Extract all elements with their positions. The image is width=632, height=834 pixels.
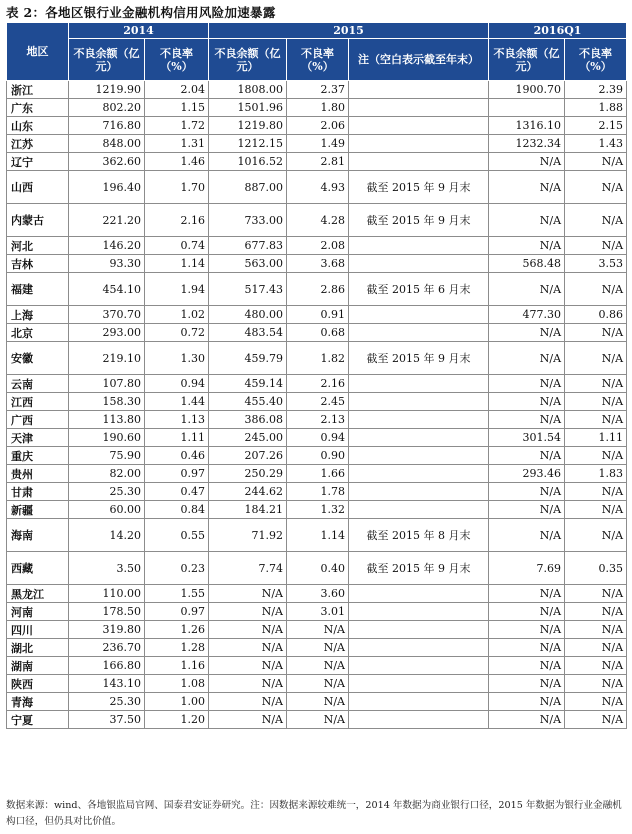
cell-npl-ratio-2014: 1.70 — [145, 171, 209, 204]
cell-npl-ratio-2016q1: N/A — [565, 693, 627, 711]
cell-npl-ratio-2016q1: N/A — [565, 237, 627, 255]
cell-region: 上海 — [7, 306, 69, 324]
table-row — [7, 621, 627, 639]
cell-npl-amount-2016q1: 568.48 — [489, 255, 565, 273]
cell-note: 截至 2015 年 9 月末 — [349, 552, 489, 585]
header-year-2014: 2014 — [69, 23, 209, 39]
cell-npl-ratio-2016q1: N/A — [565, 171, 627, 204]
cell-npl-amount-2015: N/A — [209, 657, 287, 675]
cell-npl-ratio-2014: 0.84 — [145, 501, 209, 519]
cell-npl-amount-2014: 113.80 — [69, 411, 145, 429]
cell-npl-amount-2015: 517.43 — [209, 273, 287, 306]
cell-note — [349, 429, 489, 447]
cell-npl-ratio-2015: 0.68 — [287, 324, 349, 342]
cell-note: 截至 2015 年 9 月末 — [349, 342, 489, 375]
header-npl-ratio-2016q1: 不良率（%） — [565, 39, 627, 81]
table-row — [7, 393, 627, 411]
cell-npl-amount-2014: 146.20 — [69, 237, 145, 255]
cell-note — [349, 711, 489, 729]
cell-npl-ratio-2016q1: N/A — [565, 375, 627, 393]
header-note: 注（空白表示截至年末） — [349, 39, 489, 81]
table-row — [7, 465, 627, 483]
cell-note — [349, 465, 489, 483]
header-npl-amount-2014: 不良余额（亿元） — [69, 39, 145, 81]
cell-npl-ratio-2014: 1.28 — [145, 639, 209, 657]
cell-npl-amount-2015: N/A — [209, 711, 287, 729]
table-row — [7, 675, 627, 693]
cell-npl-ratio-2015: 3.60 — [287, 585, 349, 603]
source-note: 数据来源：wind、各地银监局官网、国泰君安证券研究。注：因数据来源较难统一，2014 年数据为商业银行口径，2015 年数据为银行业金融机构口径，但仍具对比价值。 — [6, 800, 622, 827]
cell-npl-amount-2016q1: 477.30 — [489, 306, 565, 324]
cell-npl-amount-2014: 166.80 — [69, 657, 145, 675]
cell-npl-amount-2016q1: N/A — [489, 204, 565, 237]
cell-note — [349, 237, 489, 255]
cell-npl-amount-2015: 677.83 — [209, 237, 287, 255]
table-row — [7, 639, 627, 657]
table-row — [7, 483, 627, 501]
cell-npl-amount-2015: 459.79 — [209, 342, 287, 375]
cell-npl-amount-2014: 802.20 — [69, 99, 145, 117]
cell-npl-ratio-2015: N/A — [287, 711, 349, 729]
cell-npl-ratio-2014: 1.14 — [145, 255, 209, 273]
cell-npl-amount-2015: N/A — [209, 639, 287, 657]
cell-npl-amount-2014: 716.80 — [69, 117, 145, 135]
cell-npl-ratio-2016q1: N/A — [565, 603, 627, 621]
table-row — [7, 657, 627, 675]
cell-npl-amount-2015: 245.00 — [209, 429, 287, 447]
cell-npl-amount-2014: 190.60 — [69, 429, 145, 447]
cell-npl-ratio-2016q1: 3.53 — [565, 255, 627, 273]
cell-npl-amount-2014: 221.20 — [69, 204, 145, 237]
cell-npl-ratio-2016q1: N/A — [565, 204, 627, 237]
cell-note — [349, 675, 489, 693]
cell-note — [349, 657, 489, 675]
cell-npl-amount-2014: 25.30 — [69, 693, 145, 711]
cell-npl-amount-2016q1: N/A — [489, 411, 565, 429]
cell-npl-ratio-2014: 0.97 — [145, 603, 209, 621]
cell-npl-amount-2016q1: N/A — [489, 657, 565, 675]
cell-npl-amount-2015: N/A — [209, 585, 287, 603]
cell-npl-ratio-2016q1: N/A — [565, 342, 627, 375]
cell-npl-ratio-2014: 0.47 — [145, 483, 209, 501]
cell-npl-amount-2015: 1501.96 — [209, 99, 287, 117]
cell-npl-amount-2014: 25.30 — [69, 483, 145, 501]
header-region: 地区 — [7, 23, 69, 81]
cell-npl-ratio-2015: 0.91 — [287, 306, 349, 324]
cell-region: 内蒙古 — [7, 204, 69, 237]
cell-npl-amount-2015: 207.26 — [209, 447, 287, 465]
cell-npl-ratio-2014: 1.20 — [145, 711, 209, 729]
cell-note — [349, 135, 489, 153]
cell-npl-amount-2014: 1219.90 — [69, 81, 145, 99]
header-npl-amount-2015: 不良余额（亿元） — [209, 39, 287, 81]
cell-npl-amount-2014: 178.50 — [69, 603, 145, 621]
cell-npl-amount-2016q1: N/A — [489, 447, 565, 465]
cell-npl-amount-2014: 60.00 — [69, 501, 145, 519]
cell-npl-amount-2016q1: N/A — [489, 273, 565, 306]
cell-npl-amount-2015: 1016.52 — [209, 153, 287, 171]
table-row — [7, 153, 627, 171]
cell-npl-amount-2016q1: N/A — [489, 675, 565, 693]
cell-region: 湖北 — [7, 639, 69, 657]
table-row — [7, 117, 627, 135]
cell-npl-amount-2016q1: N/A — [489, 711, 565, 729]
cell-region: 河北 — [7, 237, 69, 255]
cell-npl-amount-2014: 196.40 — [69, 171, 145, 204]
cell-npl-amount-2016q1: N/A — [489, 621, 565, 639]
cell-npl-amount-2015: 480.00 — [209, 306, 287, 324]
cell-npl-amount-2015: 887.00 — [209, 171, 287, 204]
cell-note — [349, 99, 489, 117]
table-row — [7, 135, 627, 153]
cell-npl-amount-2016q1: 293.46 — [489, 465, 565, 483]
cell-npl-ratio-2014: 1.46 — [145, 153, 209, 171]
cell-npl-amount-2015: 244.62 — [209, 483, 287, 501]
cell-npl-amount-2014: 82.00 — [69, 465, 145, 483]
cell-npl-ratio-2016q1: N/A — [565, 711, 627, 729]
cell-npl-ratio-2015: 1.32 — [287, 501, 349, 519]
cell-npl-ratio-2016q1: N/A — [565, 447, 627, 465]
table-row — [7, 429, 627, 447]
cell-npl-amount-2014: 848.00 — [69, 135, 145, 153]
cell-npl-amount-2014: 107.80 — [69, 375, 145, 393]
table-row — [7, 204, 627, 237]
cell-region: 海南 — [7, 519, 69, 552]
cell-npl-ratio-2015: 4.93 — [287, 171, 349, 204]
cell-npl-amount-2014: 158.30 — [69, 393, 145, 411]
cell-npl-ratio-2016q1: 1.88 — [565, 99, 627, 117]
cell-npl-ratio-2016q1: 2.15 — [565, 117, 627, 135]
cell-npl-ratio-2014: 0.46 — [145, 447, 209, 465]
cell-npl-ratio-2014: 1.13 — [145, 411, 209, 429]
cell-region: 吉林 — [7, 255, 69, 273]
table-row — [7, 519, 627, 552]
cell-region: 山东 — [7, 117, 69, 135]
cell-npl-amount-2016q1: N/A — [489, 393, 565, 411]
cell-region: 天津 — [7, 429, 69, 447]
cell-note: 截至 2015 年 9 月末 — [349, 171, 489, 204]
cell-region: 湖南 — [7, 657, 69, 675]
cell-npl-ratio-2015: 3.01 — [287, 603, 349, 621]
cell-npl-ratio-2016q1: N/A — [565, 393, 627, 411]
cell-npl-ratio-2014: 0.74 — [145, 237, 209, 255]
cell-npl-ratio-2016q1: 1.83 — [565, 465, 627, 483]
cell-npl-ratio-2014: 0.72 — [145, 324, 209, 342]
cell-region: 青海 — [7, 693, 69, 711]
table-body — [7, 81, 627, 729]
cell-npl-amount-2014: 3.50 — [69, 552, 145, 585]
table-row — [7, 81, 627, 99]
cell-note — [349, 621, 489, 639]
cell-npl-ratio-2016q1: N/A — [565, 153, 627, 171]
cell-region: 江西 — [7, 393, 69, 411]
cell-note — [349, 483, 489, 501]
cell-npl-ratio-2014: 1.55 — [145, 585, 209, 603]
cell-npl-ratio-2015: 2.45 — [287, 393, 349, 411]
cell-npl-ratio-2014: 1.15 — [145, 99, 209, 117]
cell-note — [349, 501, 489, 519]
cell-npl-amount-2016q1: N/A — [489, 519, 565, 552]
header-year-2015: 2015 — [209, 23, 489, 39]
cell-note — [349, 375, 489, 393]
cell-note — [349, 447, 489, 465]
table-row — [7, 603, 627, 621]
cell-npl-amount-2014: 143.10 — [69, 675, 145, 693]
table-row — [7, 171, 627, 204]
cell-npl-ratio-2014: 2.04 — [145, 81, 209, 99]
cell-region: 云南 — [7, 375, 69, 393]
cell-note — [349, 153, 489, 171]
cell-npl-ratio-2016q1: N/A — [565, 501, 627, 519]
cell-npl-ratio-2015: 1.49 — [287, 135, 349, 153]
cell-npl-amount-2014: 362.60 — [69, 153, 145, 171]
cell-npl-amount-2014: 75.90 — [69, 447, 145, 465]
cell-note — [349, 255, 489, 273]
table-row — [7, 237, 627, 255]
cell-npl-amount-2016q1: N/A — [489, 501, 565, 519]
cell-npl-ratio-2015: 3.68 — [287, 255, 349, 273]
cell-npl-amount-2014: 319.80 — [69, 621, 145, 639]
cell-npl-ratio-2015: N/A — [287, 639, 349, 657]
cell-npl-amount-2016q1: N/A — [489, 171, 565, 204]
cell-note — [349, 393, 489, 411]
cell-region: 山西 — [7, 171, 69, 204]
cell-npl-amount-2015: N/A — [209, 603, 287, 621]
cell-npl-amount-2016q1: 7.69 — [489, 552, 565, 585]
cell-npl-ratio-2015: 2.16 — [287, 375, 349, 393]
cell-npl-amount-2014: 110.00 — [69, 585, 145, 603]
cell-npl-ratio-2015: N/A — [287, 621, 349, 639]
cell-npl-ratio-2016q1: N/A — [565, 324, 627, 342]
cell-npl-amount-2016q1: N/A — [489, 585, 565, 603]
cell-npl-amount-2015: N/A — [209, 675, 287, 693]
cell-region: 河南 — [7, 603, 69, 621]
cell-note — [349, 81, 489, 99]
cell-npl-ratio-2016q1: 2.39 — [565, 81, 627, 99]
cell-note — [349, 117, 489, 135]
cell-npl-amount-2014: 236.70 — [69, 639, 145, 657]
cell-npl-amount-2015: 483.54 — [209, 324, 287, 342]
cell-npl-amount-2016q1: N/A — [489, 237, 565, 255]
cell-npl-ratio-2014: 1.31 — [145, 135, 209, 153]
cell-note: 截至 2015 年 8 月末 — [349, 519, 489, 552]
cell-npl-ratio-2016q1: N/A — [565, 519, 627, 552]
cell-note — [349, 324, 489, 342]
cell-npl-ratio-2015: N/A — [287, 693, 349, 711]
cell-npl-amount-2014: 14.20 — [69, 519, 145, 552]
cell-region: 宁夏 — [7, 711, 69, 729]
cell-npl-ratio-2015: N/A — [287, 657, 349, 675]
cell-region: 广西 — [7, 411, 69, 429]
table-row — [7, 306, 627, 324]
cell-region: 安徽 — [7, 342, 69, 375]
cell-npl-ratio-2015: 0.40 — [287, 552, 349, 585]
cell-note: 截至 2015 年 6 月末 — [349, 273, 489, 306]
cell-npl-ratio-2015: 2.13 — [287, 411, 349, 429]
cell-region: 广东 — [7, 99, 69, 117]
cell-region: 甘肃 — [7, 483, 69, 501]
cell-region: 新疆 — [7, 501, 69, 519]
table-row — [7, 693, 627, 711]
cell-region: 辽宁 — [7, 153, 69, 171]
cell-npl-amount-2015: 455.40 — [209, 393, 287, 411]
cell-npl-ratio-2016q1: N/A — [565, 621, 627, 639]
cell-npl-ratio-2015: 1.14 — [287, 519, 349, 552]
cell-npl-amount-2016q1: N/A — [489, 639, 565, 657]
cell-note — [349, 411, 489, 429]
cell-npl-ratio-2015: 0.94 — [287, 429, 349, 447]
cell-region: 浙江 — [7, 81, 69, 99]
cell-npl-amount-2015: 7.74 — [209, 552, 287, 585]
cell-npl-ratio-2014: 1.11 — [145, 429, 209, 447]
cell-npl-ratio-2016q1: 0.35 — [565, 552, 627, 585]
cell-npl-ratio-2015: 2.37 — [287, 81, 349, 99]
cell-npl-amount-2015: 1219.80 — [209, 117, 287, 135]
cell-npl-ratio-2015: 2.08 — [287, 237, 349, 255]
cell-npl-amount-2016q1: N/A — [489, 153, 565, 171]
cell-npl-amount-2016q1 — [489, 99, 565, 117]
cell-npl-ratio-2015: 2.86 — [287, 273, 349, 306]
table-row — [7, 501, 627, 519]
cell-npl-amount-2016q1: N/A — [489, 324, 565, 342]
cell-npl-amount-2015: 1808.00 — [209, 81, 287, 99]
cell-npl-ratio-2015: 0.90 — [287, 447, 349, 465]
cell-npl-ratio-2014: 2.16 — [145, 204, 209, 237]
cell-region: 陕西 — [7, 675, 69, 693]
header-npl-amount-2016q1: 不良余额（亿元） — [489, 39, 565, 81]
cell-npl-ratio-2014: 1.08 — [145, 675, 209, 693]
cell-npl-amount-2015: 386.08 — [209, 411, 287, 429]
cell-npl-amount-2016q1: 1900.70 — [489, 81, 565, 99]
cell-note — [349, 639, 489, 657]
table-row — [7, 273, 627, 306]
cell-npl-amount-2014: 93.30 — [69, 255, 145, 273]
cell-npl-amount-2014: 454.10 — [69, 273, 145, 306]
cell-npl-amount-2016q1: N/A — [489, 693, 565, 711]
cell-note — [349, 306, 489, 324]
table-row — [7, 99, 627, 117]
cell-npl-ratio-2016q1: N/A — [565, 411, 627, 429]
cell-npl-amount-2016q1: N/A — [489, 342, 565, 375]
cell-npl-ratio-2014: 0.23 — [145, 552, 209, 585]
cell-note — [349, 603, 489, 621]
cell-npl-ratio-2015: 2.06 — [287, 117, 349, 135]
cell-region: 福建 — [7, 273, 69, 306]
table-row — [7, 375, 627, 393]
cell-npl-amount-2015: 733.00 — [209, 204, 287, 237]
cell-npl-amount-2015: 250.29 — [209, 465, 287, 483]
cell-npl-amount-2014: 37.50 — [69, 711, 145, 729]
table-row — [7, 324, 627, 342]
cell-npl-ratio-2016q1: N/A — [565, 483, 627, 501]
cell-npl-ratio-2014: 1.26 — [145, 621, 209, 639]
cell-npl-ratio-2016q1: N/A — [565, 585, 627, 603]
cell-npl-amount-2016q1: N/A — [489, 375, 565, 393]
table-title: 表 2：各地区银行业金融机构信用风险加速暴露 — [6, 5, 276, 20]
cell-npl-ratio-2015: 1.66 — [287, 465, 349, 483]
cell-npl-ratio-2015: N/A — [287, 675, 349, 693]
cell-npl-ratio-2016q1: 1.11 — [565, 429, 627, 447]
header-npl-ratio-2015: 不良率（%） — [287, 39, 349, 81]
cell-npl-ratio-2016q1: N/A — [565, 639, 627, 657]
cell-region: 贵州 — [7, 465, 69, 483]
cell-npl-ratio-2015: 1.80 — [287, 99, 349, 117]
cell-npl-amount-2015: 459.14 — [209, 375, 287, 393]
table-row — [7, 411, 627, 429]
header-npl-ratio-2014: 不良率（%） — [145, 39, 209, 81]
cell-note: 截至 2015 年 9 月末 — [349, 204, 489, 237]
cell-npl-amount-2016q1: 1232.34 — [489, 135, 565, 153]
cell-npl-amount-2015: N/A — [209, 621, 287, 639]
cell-npl-amount-2015: 563.00 — [209, 255, 287, 273]
cell-npl-ratio-2014: 0.55 — [145, 519, 209, 552]
cell-npl-ratio-2016q1: N/A — [565, 675, 627, 693]
cell-npl-ratio-2015: 2.81 — [287, 153, 349, 171]
cell-npl-ratio-2016q1: N/A — [565, 273, 627, 306]
cell-npl-amount-2014: 370.70 — [69, 306, 145, 324]
cell-note — [349, 693, 489, 711]
cell-npl-ratio-2016q1: 0.86 — [565, 306, 627, 324]
cell-npl-ratio-2015: 1.78 — [287, 483, 349, 501]
table-row — [7, 342, 627, 375]
cell-npl-amount-2015: 1212.15 — [209, 135, 287, 153]
cell-npl-amount-2016q1: N/A — [489, 603, 565, 621]
cell-npl-ratio-2014: 1.44 — [145, 393, 209, 411]
cell-npl-ratio-2014: 1.72 — [145, 117, 209, 135]
cell-npl-ratio-2016q1: N/A — [565, 657, 627, 675]
cell-npl-ratio-2014: 1.02 — [145, 306, 209, 324]
cell-region: 江苏 — [7, 135, 69, 153]
cell-npl-amount-2016q1: N/A — [489, 483, 565, 501]
header-year-2016q1: 2016Q1 — [489, 23, 627, 39]
cell-npl-amount-2014: 219.10 — [69, 342, 145, 375]
cell-npl-ratio-2015: 1.82 — [287, 342, 349, 375]
cell-npl-ratio-2014: 1.30 — [145, 342, 209, 375]
cell-region: 黑龙江 — [7, 585, 69, 603]
table-row — [7, 711, 627, 729]
cell-region: 西藏 — [7, 552, 69, 585]
cell-region: 北京 — [7, 324, 69, 342]
cell-npl-amount-2015: 71.92 — [209, 519, 287, 552]
cell-region: 重庆 — [7, 447, 69, 465]
cell-npl-ratio-2014: 0.97 — [145, 465, 209, 483]
cell-note — [349, 585, 489, 603]
table-row — [7, 552, 627, 585]
cell-npl-ratio-2014: 1.16 — [145, 657, 209, 675]
cell-npl-ratio-2014: 1.00 — [145, 693, 209, 711]
cell-region: 四川 — [7, 621, 69, 639]
table-row — [7, 255, 627, 273]
cell-npl-amount-2015: 184.21 — [209, 501, 287, 519]
table-row — [7, 585, 627, 603]
cell-npl-ratio-2015: 4.28 — [287, 204, 349, 237]
cell-npl-ratio-2014: 1.94 — [145, 273, 209, 306]
cell-npl-amount-2014: 293.00 — [69, 324, 145, 342]
table-row — [7, 447, 627, 465]
cell-npl-ratio-2016q1: 1.43 — [565, 135, 627, 153]
cell-npl-amount-2016q1: 301.54 — [489, 429, 565, 447]
cell-npl-amount-2015: N/A — [209, 693, 287, 711]
cell-npl-amount-2016q1: 1316.10 — [489, 117, 565, 135]
cell-npl-ratio-2014: 0.94 — [145, 375, 209, 393]
npl-table — [6, 22, 627, 729]
